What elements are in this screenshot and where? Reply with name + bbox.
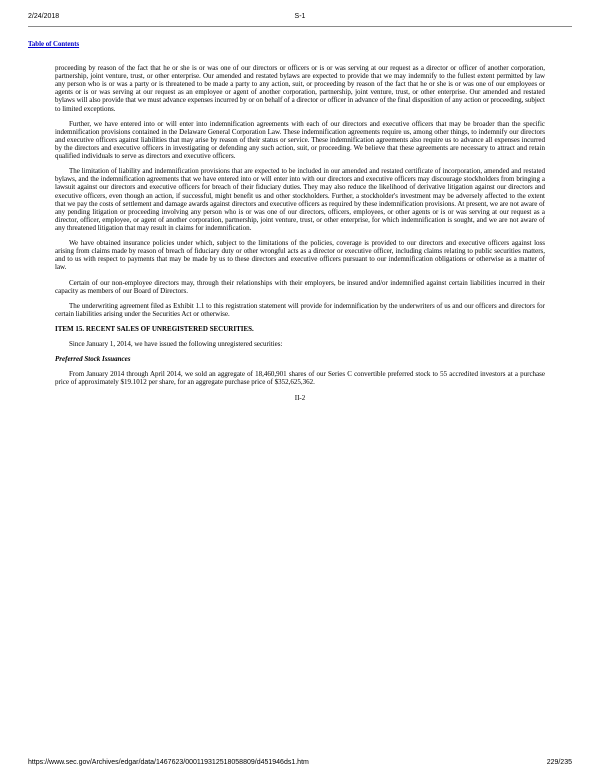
item-15-heading: ITEM 15. RECENT SALES OF UNREGISTERED SECURITIES. [55, 324, 254, 333]
document-body [55, 64, 545, 402]
preferred-stock-issuances-heading: Preferred Stock Issuances [55, 355, 131, 364]
page-number: II-2 [294, 393, 306, 402]
body-paragraph-indemnification-agreements: Further, we have entered into or will enter into indemnification agreements with each of our directors and executive officers that may be broader than the specific indemnification provisions contained in the Delaware General Corporation Law. These indemnification agreements require us, among other things, to indemnify our directors and executive officers against liabilities that may arise by reason of their status or service. These indemnification agreements also require us to advance all expenses incurred by the directors and executive officers in investigating or defending any such action, suit, or proceeding. We believe that these agreements are necessary to attract and retain qualified individuals to serve as directors and executive officers. [55, 119, 545, 161]
print-header-title: S-1 [294, 13, 306, 20]
item-15-intro-paragraph: Since January 1, 2014, we have issued the following unregistered securities: [69, 340, 283, 349]
body-paragraph-limitation-of-liability: The limitation of liability and indemnification provisions that are expected to be included in our amended and restated certificate of incorporation, amended and restated bylaws, and the indemnification agreements that we have entered into or will enter into with our directors and executive officers may discourage stockholders from bringing a lawsuit against our directors and executive officers for breach of their fiduciary duties. They may also reduce the likelihood of derivative litigation against our directors and executive officers, even though an action, if successful, might benefit us and other stockholders. Further, a stockholder's investment may be adversely affected to the extent that we pay the costs of settlement and damage awards against directors and executive officers as required by these indemnification provisions. At present, we are not aware of any pending litigation or proceeding involving any person who is or was one of our directors, officers, employees, or other agents or is or was serving at our request as a director, officer, employee, or agent of another corporation, partnership, joint venture, trust, or other enterprise, for which indemnification is sought, and we are not aware of any threatened litigation that may result in claims for indemnification. [55, 167, 545, 232]
body-paragraph-non-employee-directors: Certain of our non-employee directors may, through their relationships with their employers, be insured and/or indemnified against certain liabilities incurred in their capacity as members of our Board of Directors. [55, 278, 545, 295]
body-paragraph-indemnification-bylaws: proceeding by reason of the fact that he or she is or was one of our directors or officers or is or was serving at our request as a director or officer of another corporation, partnership, joint venture, trust, or other enterprise. Our amended and restated bylaws are expected to provide that we may indemnify to the fullest extent permitted by law any person who is or was a party or is threatened to be made a party to any action, suit, or proceeding by reason of the fact that he or she is or was one of our employees or agents or is or was serving at our request as an employee or agent of another corporation, partnership, joint venture, trust, or other enterprise. Our amended and restated bylaws will also provide that we must advance expenses incurred by or on behalf of a director or officer in advance of the final disposition of any action or proceeding, subject to limited exceptions. [55, 64, 545, 113]
print-header-date: 2/24/2018 [28, 13, 60, 20]
print-header [28, 13, 572, 23]
preferred-stock-paragraph: From January 2014 through April 2014, we sold an aggregate of 18,460,901 shares of our Series C convertible preferred stock to 55 accredited investors at a purchase price of approximately $19.1012 per share, for an aggregate purchase price of $352,625,362. [55, 370, 545, 387]
print-footer [28, 759, 572, 766]
body-paragraph-underwriting-agreement: The underwriting agreement filed as Exhibit 1.1 to this registration statement will provide for indemnification by the underwriters of us and our officers and directors for certain liabilities arising under the Securities Act or otherwise. [55, 301, 545, 318]
table-of-contents-link[interactable]: Table of Contents [28, 41, 80, 48]
footer-page-indicator: 229/235 [546, 759, 572, 766]
body-paragraph-insurance-policies: We have obtained insurance policies under which, subject to the limitations of the policies, coverage is provided to our directors and executive officers against loss arising from claims made by reason of breach of fiduciary duty or other wrongful acts as a director or executive officer, including claims relating to public securities matters, and to us with respect to payments that may be made by us to these directors and executive officers pursuant to our indemnification obligations or otherwise as a matter of law. [55, 239, 545, 272]
header-divider [28, 26, 572, 27]
footer-url: https://www.sec.gov/Archives/edgar/data/1467623/000119312518058809/d451946ds1.htm [28, 759, 309, 766]
